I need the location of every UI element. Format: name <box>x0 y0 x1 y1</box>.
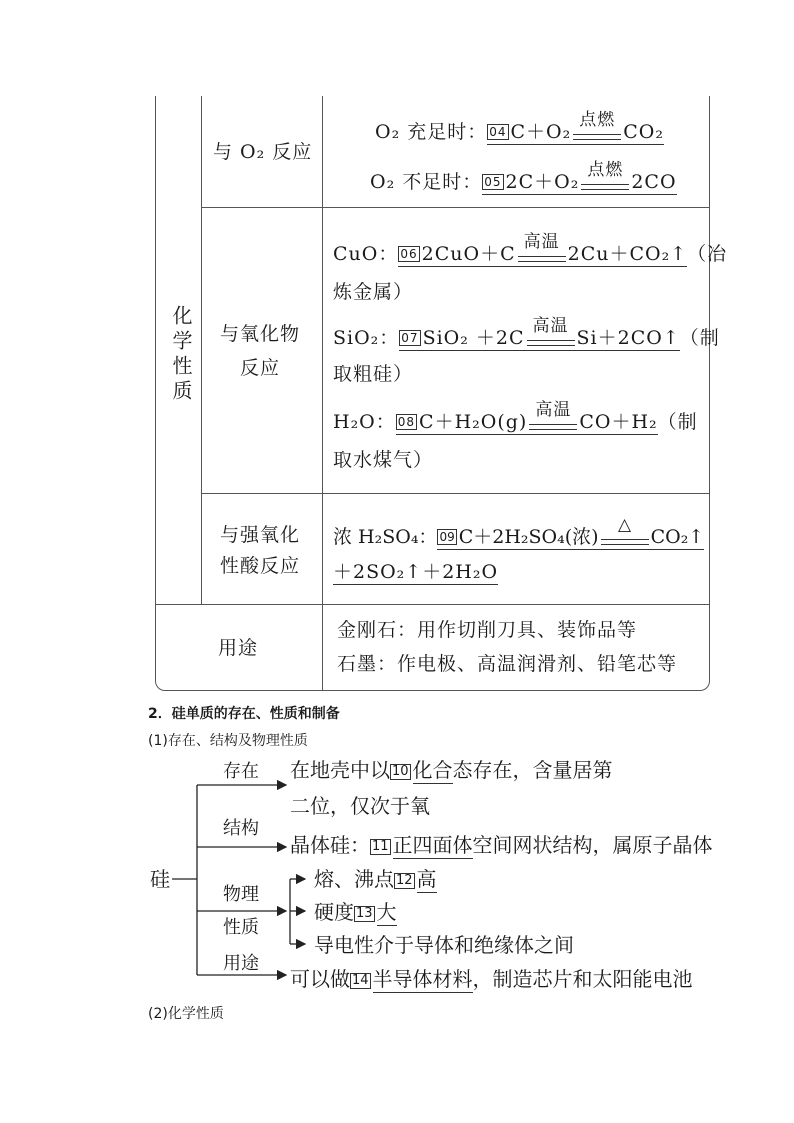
row-divider <box>156 604 709 605</box>
formula: 2C＋O₂ <box>505 171 580 193</box>
product: 2CO <box>631 171 677 193</box>
product: CO₂ <box>623 121 664 143</box>
text: 在地壳中以 <box>290 758 390 782</box>
note: （制 <box>657 411 698 433</box>
row-label-o2: 与 O₂ 反应 <box>213 141 313 163</box>
branch-label-use: 用途 <box>223 953 259 974</box>
condition-mark <box>601 515 649 548</box>
row-label-oxide-2: 反应 <box>240 357 281 379</box>
note: （冶 <box>687 243 728 265</box>
branch-label-structure: 结构 <box>223 818 259 839</box>
divider-label <box>322 96 323 690</box>
condition-mark <box>529 400 577 433</box>
text: 硬度 <box>314 900 354 924</box>
use-line-2: 石墨：作电极、高温润滑剂、铅笔芯等 <box>337 653 678 675</box>
use-line-1: 金刚石：用作切削刀具、装饰品等 <box>337 619 638 641</box>
number-box: 04 <box>489 125 507 139</box>
product: Si＋2CO↑ <box>576 327 680 349</box>
o2-sufficient-prefix: O₂ 充足时： <box>375 121 488 143</box>
branch-label-physical-2: 性质 <box>223 917 259 938</box>
text: ，制造芯片和太阳能电池 <box>472 967 693 991</box>
formula: C＋2H₂SO₄(浓) <box>458 526 599 548</box>
subsection-title-2: (2)化学性质 <box>148 1006 224 1022</box>
condition-mark <box>581 160 629 193</box>
h2o-line <box>333 400 698 439</box>
answer-10: 化合 <box>412 758 453 782</box>
answer-08 <box>396 400 658 435</box>
acid-line-2 <box>333 556 498 589</box>
text: 晶体硅： <box>290 833 370 857</box>
text: 可以做 <box>290 967 350 991</box>
branch-label-physical-1: 物理 <box>223 884 259 905</box>
phys-item-2 <box>314 900 397 924</box>
section-title: 2．硅单质的存在、性质和制备 <box>148 706 340 722</box>
row-label-acid-1: 与强氧化 <box>220 524 301 546</box>
sio2-note: 取粗硅） <box>333 363 414 385</box>
condition-label: 高温 <box>532 316 569 336</box>
formula: SiO₂ ＋2C <box>422 327 525 349</box>
cuo-note: 炼金属） <box>333 281 414 303</box>
answer-13: 大 <box>376 900 397 924</box>
answer-07 <box>399 316 680 351</box>
answer-06 <box>398 232 688 267</box>
text: 空间网状结构，属原子晶体 <box>472 833 713 857</box>
text: 熔、沸点 <box>314 867 394 891</box>
row-divider <box>201 207 709 208</box>
condition-label: 点燃 <box>579 110 616 130</box>
o2-insufficient-prefix: O₂ 不足时： <box>370 171 483 193</box>
condition-label: 高温 <box>535 400 572 420</box>
acid-line <box>333 515 705 554</box>
group-label: 化学性质 <box>169 305 193 405</box>
row-divider <box>201 493 709 494</box>
product: 2Cu＋CO₂↑ <box>567 243 688 265</box>
answer-11: 正四面体 <box>392 833 473 857</box>
answer-05 <box>482 160 677 195</box>
answer-14: 半导体材料 <box>372 967 473 991</box>
formula: C＋O₂ <box>510 121 572 143</box>
condition-label: 高温 <box>523 232 560 252</box>
number-box: 09 <box>439 530 455 544</box>
h2o-prefix: H₂O： <box>333 411 396 433</box>
number-box: 05 <box>484 175 502 189</box>
subsection-title-1: (1)存在、结构及物理性质 <box>148 733 308 749</box>
number-box: 08 <box>397 415 416 429</box>
number-box: 06 <box>400 247 418 261</box>
product-continued: ＋2SO₂↑＋2H₂O <box>333 561 499 583</box>
use-label: 用途 <box>218 637 259 659</box>
structure-text <box>290 833 713 857</box>
answer-09 <box>437 515 705 550</box>
product: CO₂↑ <box>650 526 705 548</box>
answer-12: 高 <box>416 867 437 891</box>
number-box: 10 <box>392 764 409 779</box>
sio2-prefix: SiO₂： <box>333 327 400 349</box>
number-box: 14 <box>352 973 369 988</box>
row-label-acid-2: 性酸反应 <box>220 555 301 577</box>
answer-04 <box>487 110 664 145</box>
condition-mark <box>573 110 621 143</box>
use-text <box>290 967 693 991</box>
acid-prefix: 浓 H₂SO₄： <box>333 526 438 548</box>
cuo-prefix: CuO： <box>333 243 399 265</box>
o2-sufficient-line <box>375 110 664 149</box>
exist-text-2: 二位，仅次于氧 <box>290 794 430 818</box>
exist-text <box>290 758 613 782</box>
cuo-line <box>333 232 728 271</box>
text: 态存在，含量居第 <box>452 758 613 782</box>
row-label-oxide-1: 与氧化物 <box>220 323 301 345</box>
product: CO＋H₂ <box>579 411 658 433</box>
sio2-line <box>333 316 720 355</box>
number-box: 12 <box>396 873 413 888</box>
condition-mark <box>527 316 575 349</box>
note: （制 <box>679 327 720 349</box>
branch-label-exist: 存在 <box>223 761 259 782</box>
root-label: 硅 <box>150 867 170 891</box>
number-box: 07 <box>401 331 419 345</box>
phys-item-3: 导电性介于导体和绝缘体之间 <box>314 933 574 957</box>
o2-insufficient-line <box>370 160 677 199</box>
number-box: 13 <box>356 906 373 921</box>
divider-group <box>201 96 202 604</box>
number-box: 11 <box>372 839 389 854</box>
condition-label: 点燃 <box>587 160 624 180</box>
h2o-note: 取水煤气） <box>333 449 434 471</box>
condition-label: △ <box>618 515 632 535</box>
phys-item-1 <box>314 867 437 891</box>
condition-mark <box>518 232 566 265</box>
formula: C＋H₂O(g) <box>419 411 528 433</box>
formula: 2CuO＋C <box>421 243 516 265</box>
